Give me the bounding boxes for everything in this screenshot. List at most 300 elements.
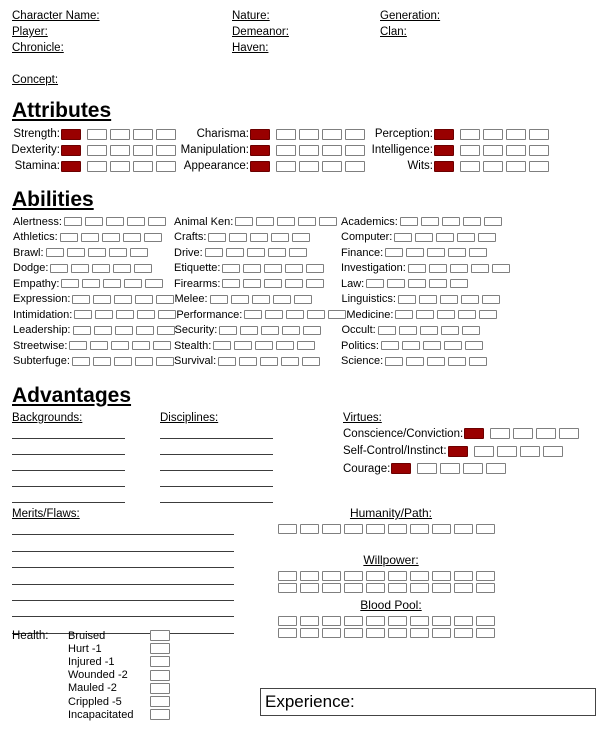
dot-checkbox[interactable] <box>429 279 447 288</box>
field-player[interactable] <box>12 24 100 40</box>
dot-checkbox[interactable] <box>50 264 68 273</box>
dot-checkbox[interactable] <box>158 310 176 319</box>
track-checkbox[interactable] <box>366 524 385 534</box>
track-checkbox[interactable] <box>410 628 429 638</box>
dot-checkbox[interactable] <box>419 295 437 304</box>
dot-checkbox[interactable] <box>306 264 324 273</box>
track-checkbox[interactable] <box>432 583 451 593</box>
dot-checkbox[interactable] <box>73 326 91 335</box>
dot-checkbox[interactable] <box>398 295 416 304</box>
dot-checkbox[interactable] <box>114 295 132 304</box>
dot-checkbox[interactable] <box>513 428 533 439</box>
dot-checkbox[interactable] <box>385 357 403 366</box>
dot-checkbox[interactable] <box>219 326 237 335</box>
dot-checkbox[interactable] <box>81 233 99 242</box>
dot-checkbox[interactable] <box>46 248 64 257</box>
track-checkbox[interactable] <box>300 616 319 626</box>
dot-checkbox[interactable] <box>250 233 268 242</box>
dot-checkbox[interactable] <box>87 145 107 156</box>
dot-checkbox[interactable] <box>106 217 124 226</box>
dot-checkbox[interactable] <box>486 463 506 474</box>
dot-checkbox[interactable] <box>261 326 279 335</box>
dot-checkbox[interactable] <box>423 341 441 350</box>
write-in-line[interactable] <box>12 471 125 487</box>
track-checkbox[interactable] <box>476 571 495 581</box>
dot-checkbox[interactable] <box>156 145 176 156</box>
concept-label: Concept: <box>12 74 59 86</box>
dot-checkbox[interactable] <box>328 310 346 319</box>
dot-checkbox[interactable] <box>133 161 153 172</box>
dot-checkbox[interactable] <box>483 145 503 156</box>
track-checkbox[interactable] <box>278 616 297 626</box>
dot-checkbox[interactable] <box>322 145 342 156</box>
track-checkbox[interactable] <box>322 616 341 626</box>
dot-checkbox[interactable] <box>482 295 500 304</box>
dot-checkbox[interactable] <box>529 161 549 172</box>
dot-checkbox[interactable] <box>285 264 303 273</box>
experience-box[interactable] <box>260 688 596 716</box>
track-checkbox[interactable] <box>322 583 341 593</box>
dot-checkbox[interactable] <box>497 446 517 457</box>
dot-checkbox[interactable] <box>458 310 476 319</box>
dot-checkbox[interactable] <box>156 161 176 172</box>
field-generation[interactable] <box>380 8 440 24</box>
dot-checkbox[interactable] <box>247 248 265 257</box>
dot-checkbox[interactable] <box>448 248 466 257</box>
dot-checkbox[interactable] <box>71 264 89 273</box>
dot-checkbox[interactable] <box>399 326 417 335</box>
dot-checkbox[interactable] <box>276 161 296 172</box>
write-in-line[interactable] <box>12 423 125 439</box>
dot-checkbox[interactable] <box>271 233 289 242</box>
dot-checkbox[interactable] <box>302 357 320 366</box>
dot-checkbox[interactable] <box>474 446 494 457</box>
track-checkbox[interactable] <box>388 524 407 534</box>
dot-row <box>74 310 176 319</box>
track-checkbox[interactable] <box>410 616 429 626</box>
dot-checkbox[interactable] <box>145 279 163 288</box>
dot-checkbox[interactable] <box>205 248 223 257</box>
track-checkbox[interactable] <box>410 524 429 534</box>
ability-label: Empathy: <box>13 277 60 290</box>
dot-checkbox[interactable] <box>93 357 111 366</box>
dot-checkbox[interactable] <box>82 279 100 288</box>
track-checkbox[interactable] <box>454 628 473 638</box>
dot-checkbox[interactable] <box>448 446 468 457</box>
write-in-line[interactable] <box>12 487 125 503</box>
ability-label: Survival: <box>174 355 217 368</box>
dot-checkbox[interactable] <box>85 217 103 226</box>
track-checkbox[interactable] <box>454 583 473 593</box>
track-checkbox[interactable] <box>454 616 473 626</box>
write-in-line[interactable] <box>160 487 273 503</box>
track-checkbox[interactable] <box>366 583 385 593</box>
dot-checkbox[interactable] <box>298 217 316 226</box>
dot-checkbox[interactable] <box>441 326 459 335</box>
dot-checkbox[interactable] <box>457 233 475 242</box>
track-checkbox[interactable] <box>388 571 407 581</box>
dot-checkbox[interactable] <box>448 357 466 366</box>
dot-checkbox[interactable] <box>465 341 483 350</box>
field-demeanor[interactable] <box>232 24 289 40</box>
dot-checkbox[interactable] <box>536 428 556 439</box>
dot-checkbox[interactable] <box>231 295 249 304</box>
dot-checkbox[interactable] <box>416 310 434 319</box>
dot-checkbox[interactable] <box>133 145 153 156</box>
dot-checkbox[interactable] <box>132 341 150 350</box>
dot-checkbox[interactable] <box>136 326 154 335</box>
track-checkbox[interactable] <box>300 571 319 581</box>
dot-checkbox[interactable] <box>113 264 131 273</box>
track-checkbox[interactable] <box>322 571 341 581</box>
dot-checkbox[interactable] <box>115 326 133 335</box>
dot-checkbox[interactable] <box>127 217 145 226</box>
dot-checkbox[interactable] <box>543 446 563 457</box>
dot-checkbox[interactable] <box>307 310 325 319</box>
dot-checkbox[interactable] <box>260 357 278 366</box>
dot-checkbox[interactable] <box>60 233 78 242</box>
track-checkbox[interactable] <box>454 571 473 581</box>
health-checkbox[interactable] <box>150 670 170 681</box>
dot-checkbox[interactable] <box>506 161 526 172</box>
track-checkbox[interactable] <box>322 628 341 638</box>
dot-checkbox[interactable] <box>72 295 90 304</box>
dot-checkbox[interactable] <box>460 129 480 140</box>
dot-checkbox[interactable] <box>345 161 365 172</box>
track-checkbox[interactable] <box>344 571 363 581</box>
dot-checkbox[interactable] <box>408 264 426 273</box>
dot-checkbox[interactable] <box>483 161 503 172</box>
dot-checkbox[interactable] <box>64 217 82 226</box>
health-checkbox[interactable] <box>150 696 170 707</box>
dot-checkbox[interactable] <box>61 161 81 172</box>
dot-checkbox[interactable] <box>319 217 337 226</box>
dot-checkbox[interactable] <box>400 217 418 226</box>
dot-row <box>244 310 346 319</box>
write-in-line[interactable] <box>12 535 234 551</box>
dot-checkbox[interactable] <box>391 463 411 474</box>
dot-checkbox[interactable] <box>406 248 424 257</box>
track-checkbox[interactable] <box>366 571 385 581</box>
track-checkbox[interactable] <box>278 583 297 593</box>
dot-checkbox[interactable] <box>61 279 79 288</box>
dot-checkbox[interactable] <box>265 310 283 319</box>
dot-checkbox[interactable] <box>450 279 468 288</box>
dot-checkbox[interactable] <box>110 129 130 140</box>
track-checkbox[interactable] <box>300 583 319 593</box>
dot-checkbox[interactable] <box>429 264 447 273</box>
dot-checkbox[interactable] <box>264 264 282 273</box>
dot-checkbox[interactable] <box>366 279 384 288</box>
dot-checkbox[interactable] <box>110 145 130 156</box>
dot-checkbox[interactable] <box>292 233 310 242</box>
dot-checkbox[interactable] <box>460 145 480 156</box>
track-checkbox[interactable] <box>476 616 495 626</box>
dot-checkbox[interactable] <box>421 217 439 226</box>
dot-checkbox[interactable] <box>299 129 319 140</box>
dot-checkbox[interactable] <box>436 233 454 242</box>
dot-checkbox[interactable] <box>234 341 252 350</box>
dot-checkbox[interactable] <box>303 326 321 335</box>
dot-checkbox[interactable] <box>87 161 107 172</box>
track-checkbox[interactable] <box>344 524 363 534</box>
track-checkbox[interactable] <box>432 524 451 534</box>
dot-checkbox[interactable] <box>444 341 462 350</box>
dot-checkbox[interactable] <box>394 233 412 242</box>
track-checkbox[interactable] <box>410 583 429 593</box>
dot-checkbox[interactable] <box>297 341 315 350</box>
dot-checkbox[interactable] <box>322 161 342 172</box>
write-in-line[interactable] <box>160 439 273 455</box>
track-checkbox[interactable] <box>432 571 451 581</box>
dot-checkbox[interactable] <box>402 341 420 350</box>
write-in-line[interactable] <box>160 455 273 471</box>
dot-checkbox[interactable] <box>153 341 171 350</box>
dot-checkbox[interactable] <box>440 463 460 474</box>
track-checkbox[interactable] <box>300 628 319 638</box>
dot-checkbox[interactable] <box>463 217 481 226</box>
dot-checkbox[interactable] <box>250 161 270 172</box>
track-checkbox[interactable] <box>300 524 319 534</box>
dot-checkbox[interactable] <box>157 326 175 335</box>
dot-checkbox[interactable] <box>135 357 153 366</box>
dot-checkbox[interactable] <box>378 326 396 335</box>
dot-checkbox[interactable] <box>92 264 110 273</box>
dot-checkbox[interactable] <box>322 129 342 140</box>
health-checkbox[interactable] <box>150 656 170 667</box>
dot-checkbox[interactable] <box>415 233 433 242</box>
dot-checkbox[interactable] <box>469 357 487 366</box>
dot-checkbox[interactable] <box>460 161 480 172</box>
dot-checkbox[interactable] <box>299 161 319 172</box>
write-in-line[interactable] <box>12 519 234 535</box>
health-checkbox[interactable] <box>150 643 170 654</box>
dot-checkbox[interactable] <box>222 279 240 288</box>
track-checkbox[interactable] <box>410 571 429 581</box>
write-in-line[interactable] <box>12 585 234 601</box>
field-nature[interactable] <box>232 8 289 24</box>
dot-checkbox[interactable] <box>235 217 253 226</box>
dot-checkbox[interactable] <box>93 295 111 304</box>
dot-checkbox[interactable] <box>67 248 85 257</box>
dot-checkbox[interactable] <box>243 264 261 273</box>
track-checkbox[interactable] <box>432 616 451 626</box>
track-checkbox[interactable] <box>278 571 297 581</box>
dot-checkbox[interactable] <box>130 248 148 257</box>
dot-checkbox[interactable] <box>273 295 291 304</box>
dot-checkbox[interactable] <box>268 248 286 257</box>
dot-checkbox[interactable] <box>244 310 262 319</box>
dot-checkbox[interactable] <box>61 129 81 140</box>
dot-checkbox[interactable] <box>285 279 303 288</box>
dot-checkbox[interactable] <box>229 233 247 242</box>
track-checkbox[interactable] <box>476 583 495 593</box>
track-checkbox[interactable] <box>366 616 385 626</box>
track-checkbox[interactable] <box>366 628 385 638</box>
dot-checkbox[interactable] <box>277 217 295 226</box>
dot-checkbox[interactable] <box>345 129 365 140</box>
dot-checkbox[interactable] <box>69 341 87 350</box>
track-checkbox[interactable] <box>388 628 407 638</box>
dot-checkbox[interactable] <box>286 310 304 319</box>
dot-row <box>205 248 307 257</box>
write-in-line[interactable] <box>12 552 234 568</box>
track-checkbox[interactable] <box>432 628 451 638</box>
field-clan[interactable] <box>380 24 440 40</box>
dot-checkbox[interactable] <box>94 326 112 335</box>
dot-checkbox[interactable] <box>484 217 502 226</box>
dot-checkbox[interactable] <box>72 357 90 366</box>
dot-checkbox[interactable] <box>427 357 445 366</box>
dot-checkbox[interactable] <box>222 264 240 273</box>
dot-checkbox[interactable] <box>255 341 273 350</box>
dot-checkbox[interactable] <box>276 341 294 350</box>
track-checkbox[interactable] <box>344 616 363 626</box>
dot-checkbox[interactable] <box>529 129 549 140</box>
dot-checkbox[interactable] <box>442 217 460 226</box>
dot-checkbox[interactable] <box>276 145 296 156</box>
dot-checkbox[interactable] <box>111 341 129 350</box>
dot-checkbox[interactable] <box>281 357 299 366</box>
dot-checkbox[interactable] <box>385 248 403 257</box>
dot-checkbox[interactable] <box>282 326 300 335</box>
dot-checkbox[interactable] <box>240 326 258 335</box>
dot-checkbox[interactable] <box>90 341 108 350</box>
track-checkbox[interactable] <box>454 524 473 534</box>
dot-checkbox[interactable] <box>61 145 81 156</box>
dot-checkbox[interactable] <box>420 326 438 335</box>
dot-checkbox[interactable] <box>471 264 489 273</box>
dot-checkbox[interactable] <box>529 145 549 156</box>
dot-checkbox[interactable] <box>387 279 405 288</box>
dot-checkbox[interactable] <box>110 161 130 172</box>
dot-checkbox[interactable] <box>406 357 424 366</box>
field-haven[interactable] <box>232 40 289 56</box>
dot-checkbox[interactable] <box>469 248 487 257</box>
dot-checkbox[interactable] <box>218 357 236 366</box>
track-checkbox[interactable] <box>278 628 297 638</box>
dot-checkbox[interactable] <box>264 279 282 288</box>
dot-checkbox[interactable] <box>226 248 244 257</box>
dot-checkbox[interactable] <box>135 295 153 304</box>
dot-checkbox[interactable] <box>95 310 113 319</box>
disciplines-label: Disciplines: <box>160 412 219 424</box>
dot-checkbox[interactable] <box>464 428 484 439</box>
dot-checkbox[interactable] <box>124 279 142 288</box>
dot-checkbox[interactable] <box>134 264 152 273</box>
track-checkbox[interactable] <box>388 583 407 593</box>
dot-checkbox[interactable] <box>461 295 479 304</box>
dot-checkbox[interactable] <box>492 264 510 273</box>
dot-checkbox[interactable] <box>252 295 270 304</box>
dot-checkbox[interactable] <box>440 295 458 304</box>
dot-checkbox[interactable] <box>239 357 257 366</box>
dot-checkbox[interactable] <box>479 310 497 319</box>
dot-checkbox[interactable] <box>133 129 153 140</box>
dot-checkbox[interactable] <box>74 310 92 319</box>
write-in-line[interactable] <box>160 471 273 487</box>
track-checkbox[interactable] <box>344 583 363 593</box>
dot-checkbox[interactable] <box>276 129 296 140</box>
health-checkbox[interactable] <box>150 683 170 694</box>
dot-checkbox[interactable] <box>437 310 455 319</box>
dot-checkbox[interactable] <box>208 233 226 242</box>
dot-checkbox[interactable] <box>434 129 454 140</box>
dot-checkbox[interactable] <box>156 129 176 140</box>
dot-checkbox[interactable] <box>156 295 174 304</box>
dot-checkbox[interactable] <box>250 129 270 140</box>
dot-checkbox[interactable] <box>289 248 307 257</box>
dot-checkbox[interactable] <box>87 129 107 140</box>
dot-checkbox[interactable] <box>345 145 365 156</box>
dot-checkbox[interactable] <box>213 341 231 350</box>
dot-checkbox[interactable] <box>109 248 127 257</box>
dot-checkbox[interactable] <box>559 428 579 439</box>
dot-checkbox[interactable] <box>463 463 483 474</box>
dot-checkbox[interactable] <box>506 129 526 140</box>
dot-checkbox[interactable] <box>483 129 503 140</box>
track-checkbox[interactable] <box>388 616 407 626</box>
write-in-line[interactable] <box>12 439 125 455</box>
dot-checkbox[interactable] <box>408 279 426 288</box>
field-chronicle[interactable] <box>12 40 100 56</box>
dot-checkbox[interactable] <box>102 233 120 242</box>
field-character-name[interactable] <box>12 8 100 24</box>
dot-checkbox[interactable] <box>256 217 274 226</box>
dot-checkbox[interactable] <box>116 310 134 319</box>
dot-checkbox[interactable] <box>520 446 540 457</box>
dot-checkbox[interactable] <box>137 310 155 319</box>
track-checkbox[interactable] <box>476 524 495 534</box>
write-in-line[interactable] <box>12 568 234 584</box>
write-in-line[interactable] <box>12 601 234 617</box>
write-in-line[interactable] <box>160 423 273 439</box>
track-checkbox[interactable] <box>322 524 341 534</box>
track-checkbox[interactable] <box>476 628 495 638</box>
dot-checkbox[interactable] <box>434 145 454 156</box>
dot-row <box>398 295 500 304</box>
dot-checkbox[interactable] <box>478 233 496 242</box>
dot-checkbox[interactable] <box>306 279 324 288</box>
health-checkbox[interactable] <box>150 709 170 720</box>
dot-checkbox[interactable] <box>148 217 166 226</box>
dot-checkbox[interactable] <box>381 341 399 350</box>
write-in-line[interactable] <box>12 455 125 471</box>
dot-checkbox[interactable] <box>299 145 319 156</box>
dot-checkbox[interactable] <box>506 145 526 156</box>
dot-checkbox[interactable] <box>114 357 132 366</box>
dot-checkbox[interactable] <box>417 463 437 474</box>
dot-checkbox[interactable] <box>395 310 413 319</box>
dot-checkbox[interactable] <box>434 161 454 172</box>
dot-checkbox[interactable] <box>490 428 510 439</box>
dot-checkbox[interactable] <box>144 233 162 242</box>
track-checkbox[interactable] <box>278 524 297 534</box>
dot-checkbox[interactable] <box>427 248 445 257</box>
dot-checkbox[interactable] <box>243 279 261 288</box>
dot-checkbox[interactable] <box>250 145 270 156</box>
dot-checkbox[interactable] <box>88 248 106 257</box>
track-checkbox[interactable] <box>344 628 363 638</box>
dot-checkbox[interactable] <box>156 357 174 366</box>
dot-checkbox[interactable] <box>123 233 141 242</box>
dot-checkbox[interactable] <box>103 279 121 288</box>
dot-checkbox[interactable] <box>210 295 228 304</box>
dot-checkbox[interactable] <box>294 295 312 304</box>
dot-checkbox[interactable] <box>450 264 468 273</box>
dot-checkbox[interactable] <box>462 326 480 335</box>
health-checkbox[interactable] <box>150 630 170 641</box>
